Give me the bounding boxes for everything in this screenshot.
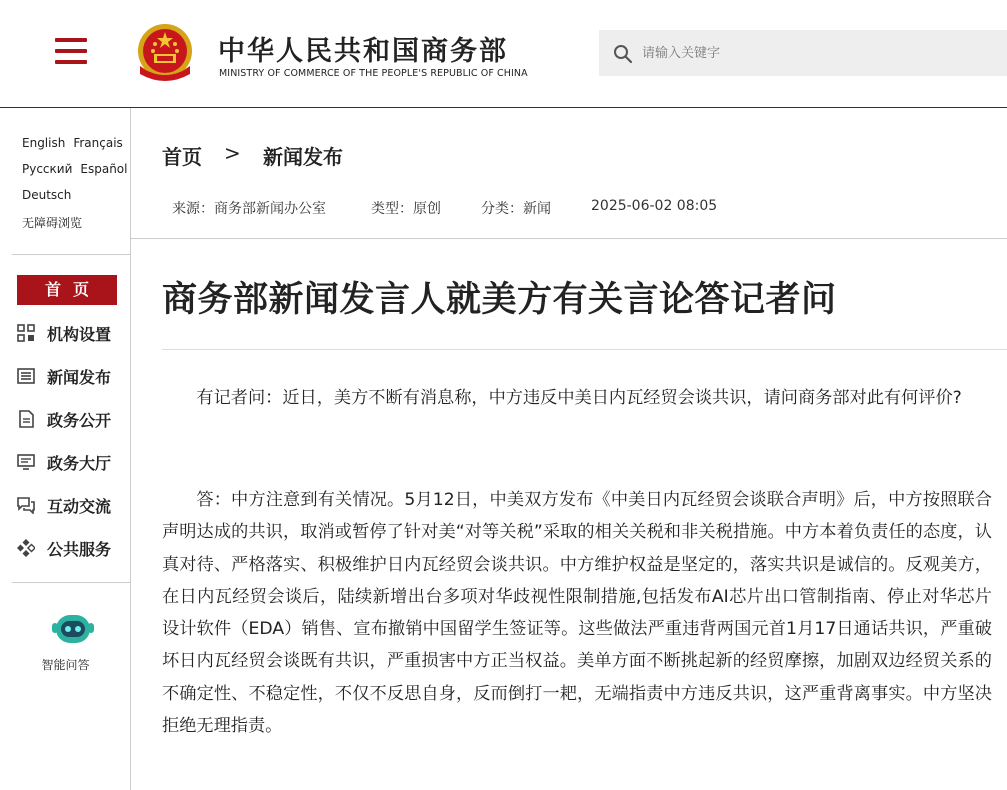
site-subtitle: MINISTRY OF COMMERCE OF THE PEOPLE'S REPUBLIC OF CHINA [219,68,528,79]
document-icon [17,410,35,428]
sidebar-divider [12,582,130,583]
title-divider [162,349,1007,350]
breadcrumb-separator-icon: > [224,141,241,165]
sidebar-item-interaction[interactable] [17,492,111,518]
meta-divider [131,238,1007,239]
sidebar-item-label: 公共服务 [47,539,112,559]
lang-spanish-link[interactable]: Español [80,162,128,176]
assistant-label[interactable]: 智能问答 [41,658,90,672]
org-grid-icon [17,324,35,342]
meta-datetime: 2025-06-02 08:05 [591,198,718,214]
sidebar-item-label: 互动交流 [47,496,112,516]
lang-german-link[interactable]: Deutsch [22,188,72,202]
sidebar-item-government-affairs[interactable] [17,406,111,432]
sidebar-item-public-service[interactable] [17,535,111,561]
robot-assistant-icon[interactable] [50,612,96,646]
sidebar-item-label: 机构设置 [47,324,112,344]
sidebar-item-label: 新闻发布 [47,367,112,387]
sidebar-home-button[interactable]: 首页 [17,275,117,305]
sidebar-item-label: 政务公开 [47,410,112,430]
search-input[interactable] [642,38,992,68]
chat-icon [17,496,35,514]
site-title[interactable]: 中华人民共和国商务部 [218,36,508,67]
monitor-icon [17,453,35,471]
sidebar-divider [12,254,130,255]
meta-category: 分类：新闻 [481,201,551,217]
meta-source: 来源：商务部新闻办公室 [172,201,326,217]
search-icon[interactable] [612,43,634,65]
article-paragraph: 有记者问：近日，美方不断有消息称，中方违反中美日内瓦经贸会谈共识，请问商务部对此有何评价? [196,388,962,408]
news-list-icon [17,367,35,385]
lang-russian-link[interactable]: Русский [22,162,73,176]
sidebar-item-label: 政务大厅 [47,453,112,473]
article-title: 商务部新闻发言人就美方有关言论答记者问 [162,280,837,320]
sidebar-item-service-hall[interactable] [17,449,111,475]
service-diamond-icon [17,539,35,557]
sidebar-item-organization[interactable] [17,320,111,346]
lang-french-link[interactable]: Français [73,136,123,150]
national-emblem-icon[interactable] [134,22,196,86]
breadcrumb-home-link[interactable]: 首页 [162,145,202,169]
hamburger-menu-icon[interactable] [55,38,87,66]
language-row-1 [22,136,123,150]
accessibility-row [22,214,82,231]
site-header [0,0,1007,108]
breadcrumb-current-link[interactable]: 新闻发布 [263,145,343,169]
sidebar-item-news[interactable] [17,363,111,389]
lang-english-link[interactable]: English [22,136,66,150]
language-row-2 [22,162,127,176]
accessibility-link[interactable]: 无障碍浏览 [22,216,83,230]
meta-type: 类型：原创 [371,201,441,217]
article-paragraph: 答：中方注意到有关情况。5月12日，中美双方发布《中美日内瓦经贸会谈联合声明》后，中方按照联合声明达成的共识，取消或暂停了针对美“对等关税”采取的相关关税和非关税措施。中方本着负责任的态度，认真对待、严格落实、积极维护日内瓦经贸会谈共识。中方维护权益是坚定的，落实共识是诚信的。反观美方，在日内瓦经贸会谈后，陆续新增出台多项对华歧视性限制措施,包括发布AI芯片出口管制指南、停止对华芯片设计软件（EDA）销售、宣布撤销中国留学生签证等。这些做法严重违背两国元首1月17日通话共识，严重破坏日内瓦经贸会谈既有共识，严重损害中方正当权益。美单方面不断挑起新的经贸摩擦，加剧双边经贸关系的不确定性、不稳定性，不仅不反思自身，反而倒打一耙，无端指责中方违反共识，这严重背离事实。中方坚决拒绝无理指责。 [162,490,992,737]
language-row-3 [22,188,71,202]
sidebar [0,108,131,790]
